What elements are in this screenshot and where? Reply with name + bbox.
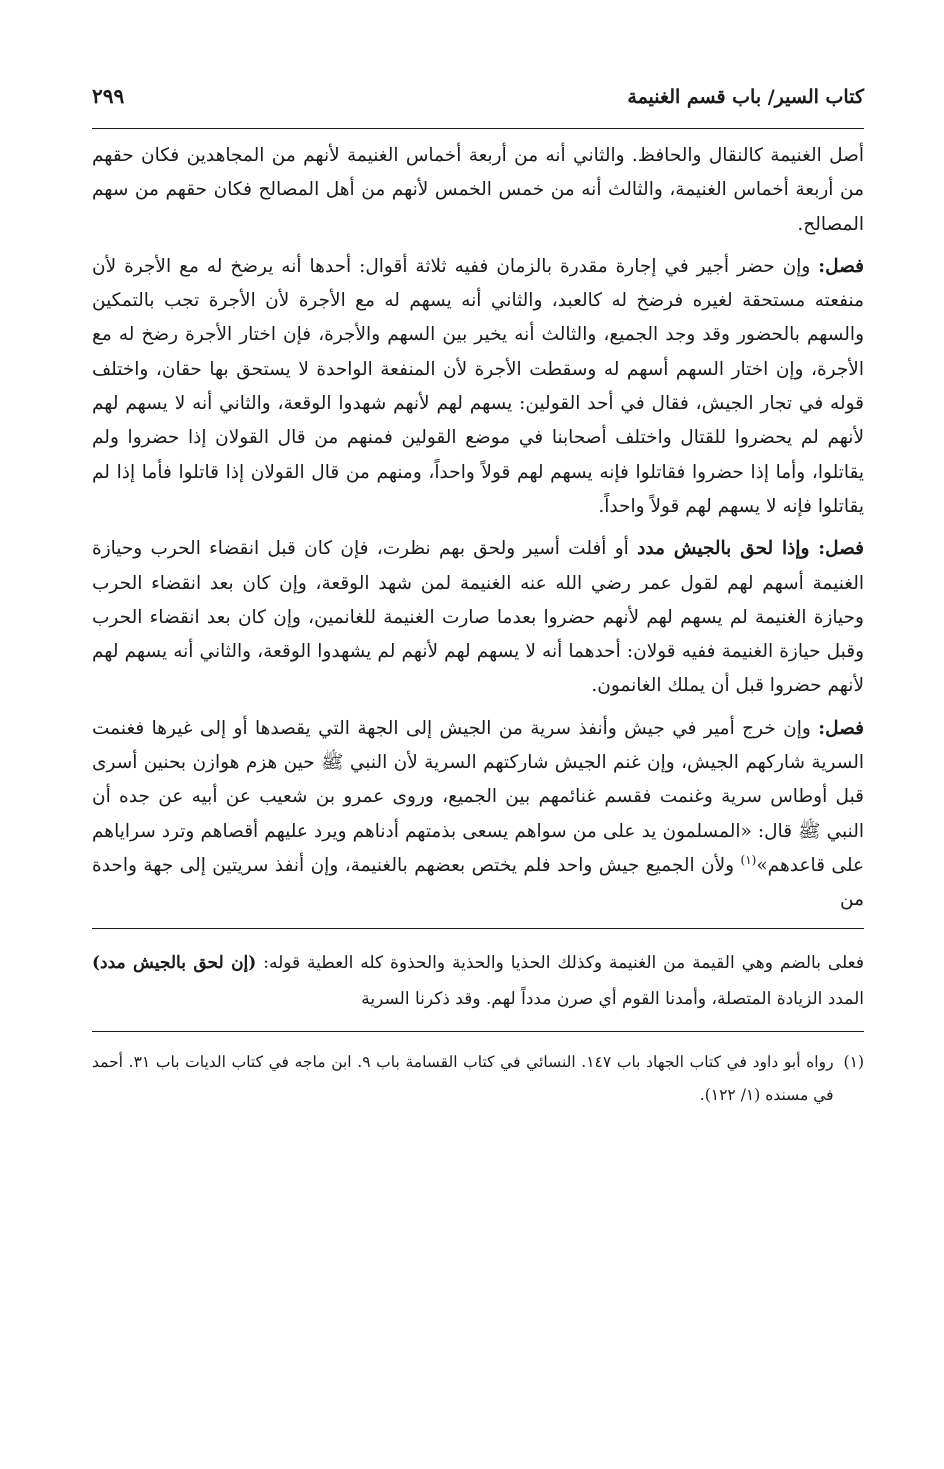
paragraph-2-text: وإن حضر أجير في إجارة مقدرة بالزمان ففيه ثلاثة أقوال: أحدها أنه يرضخ له مع الأجرة لأن منفعته مستحقة لغيره فرضخ له كالعبد، والثاني أنه يسهم له مع الأجرة لأن الأجرة تجب بالتمكين والسهم بالحضور وقد وجد الجميع، والثالث أنه يخير بين السهم والأجرة، فإن اختار الأجرة رضخ له مع الأجرة، وإن اختار السهم أسهم له وسقطت الأجرة لأن المنفعة الواحدة لا يستحق بها حقان، واختلف قوله في تجار الجيش، فقال في أحد القولين: يسهم لهم لأنهم شهدوا الوقعة، والثاني أنه لا يسهم لهم لأنهم لم يحضروا للقتال واختلف أصحابنا في موضع القولين فمنهم من قال القولان إذا حضروا ولم يقاتلوا، وأما إذا حضروا فقاتلوا فإنه يسهم لهم قولاً واحداً، ومنهم من قال القولان إذا قاتلوا فأما إذا لم يقاتلوا فإنه لا يسهم لهم قولاً واحداً.: [92, 255, 864, 517]
commentary-keyword: (إن لحق بالجيش مدد): [92, 952, 257, 973]
book-page: [92, 84, 864, 1112]
section-keyword: فصل: وإذا لحق بالجيش مدد: [637, 538, 865, 560]
chapter-title: كتاب السير/ باب قسم الغنيمة: [627, 86, 864, 108]
paragraph-4-text-b: ولأن الجميع جيش واحد فلم يختص بعضهم بالغنيمة، وإن أنفذ سريتين إلى جهة واحدة من: [92, 854, 864, 911]
paragraph-1-text: أصل الغنيمة كالنقال والحافظ. والثاني أنه من أربعة أخماس الغنيمة لأنهم من المجاهدين فكان حقهم من أربعة أخماس الغنيمة، والثالث أنه من خمس الخمس لأنهم من أهل المصالح فكان حقهم من سهم المصالح.: [92, 145, 864, 235]
main-text: [92, 139, 864, 918]
paragraph-3: [92, 532, 864, 703]
commentary-text-b: المدد الزيادة المتصلة، وأمدنا القوم أي صرن مدداً لهم. وقد ذكرنا السرية: [361, 988, 864, 1009]
paragraph-4-text-a: وإن خرج أمير في جيش وأنفذ سرية من الجيش إلى الجهة التي يقصدها أو إلى غيرها فغنمت السرية شاركهم الجيش، وإن غنم الجيش شاركتهم السرية لأن النبي ﷺ حين هزم هوازن بحنين أسرى قبل أوطاس سرية وغنمت فقسم غنائمهم بين الجميع، وروى عمرو بن شعيب عن أبيه عن جده أن النبي ﷺ قال: «المسلمون يد على من سواهم يسعى بذمتهم أدناهم ويرد عليهم أقصاهم وترد سراياهم على قاعدهم»: [92, 717, 864, 876]
commentary-text-a: فعلى بالضم وهي القيمة من الغنيمة وكذلك الحذيا والحذية والحذوة كله العطية قوله:: [256, 952, 864, 973]
page-number: ٢٩٩: [92, 84, 125, 108]
section-keyword: فصل:: [818, 717, 864, 739]
footnote-reference[interactable]: (١): [740, 852, 757, 867]
running-head: [92, 84, 864, 129]
commentary: [92, 945, 864, 1017]
paragraph-1: [92, 139, 864, 242]
footnote-number: (١): [843, 1052, 864, 1071]
paragraph-4: [92, 712, 864, 918]
footnote-divider: [92, 1031, 864, 1032]
footnote-text: رواه أبو داود في كتاب الجهاد باب ١٤٧. النسائي في كتاب القسامة باب ٩. ابن ماجه في كتاب الديات باب ٣١. أحمد في مسنده (١/ ١٢٢).: [92, 1052, 834, 1104]
section-keyword: فصل:: [818, 255, 864, 277]
paragraph-2: [92, 250, 864, 524]
commentary-divider: [92, 928, 864, 929]
paragraph-3-text: أو أفلت أسير ولحق بهم نظرت، فإن كان قبل انقضاء الحرب وحيازة الغنيمة أسهم لهم لقول عمر رضي الله عنه الغنيمة لمن شهد الوقعة، وإن كان بعد انقضاء الحرب وحيازة الغنيمة لم يسهم لهم لأنهم حضروا بعدما صارت الغنيمة للغانمين، وإن كان بعد انقضاء الحرب وقبل حيازة الغنيمة ففيه قولان: أحدهما أنه لا يسهم لهم لأنهم لم يشهدوا الوقعة، والثاني أنه يسهم لهم لأنهم حضروا قبل أن يملك الغانمون.: [92, 538, 864, 697]
footnotes: [92, 1046, 864, 1112]
footnote-item: [92, 1046, 864, 1112]
